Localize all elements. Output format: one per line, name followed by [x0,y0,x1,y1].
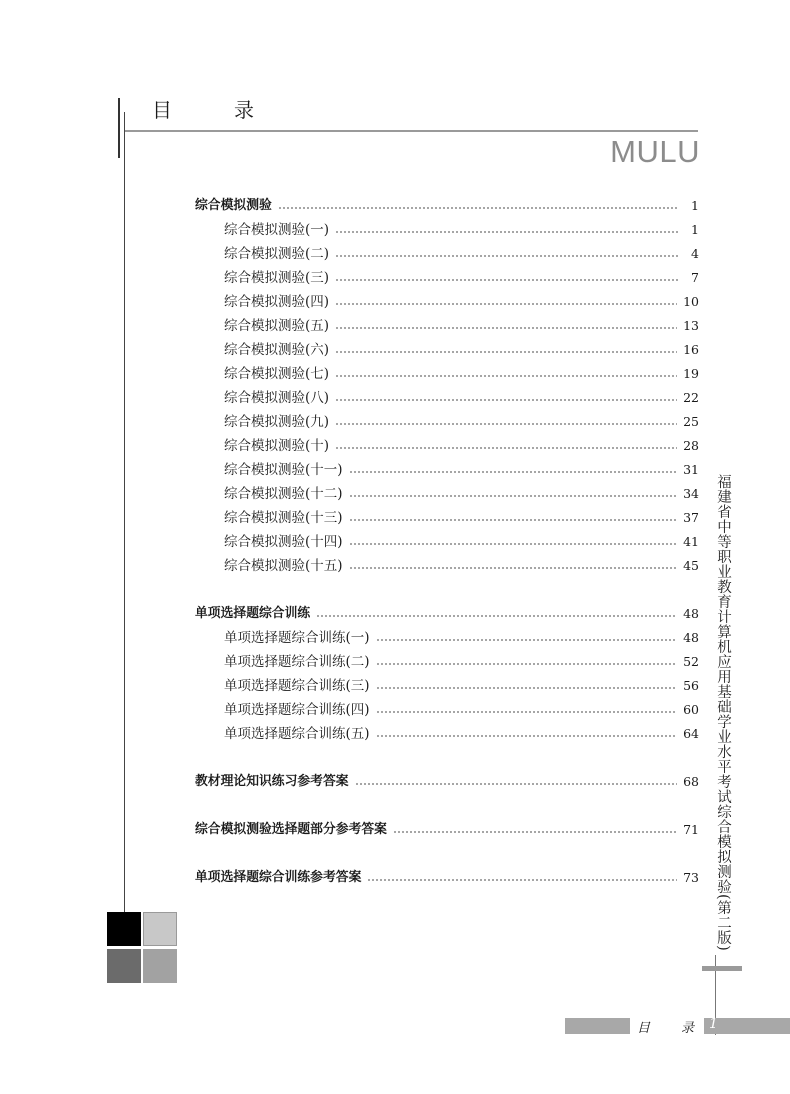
toc-entry-label: 综合模拟测验选择题部分参考答案 [195,822,387,837]
toc-entry-page: 73 [683,870,699,885]
side-title-underline [702,966,742,971]
toc-leader-dots [316,603,677,625]
toc-entry [224,483,699,505]
decor-square-gray [143,949,177,983]
toc-entry-label: 综合模拟测验(五) [224,318,330,334]
toc-entry [224,243,699,265]
toc-entry-label: 综合模拟测验(十五) [224,558,343,574]
toc-entry-page: 48 [683,630,699,645]
toc-leader-dots [335,411,677,433]
toc-leader-dots [349,483,678,505]
toc-leader-dots [278,195,679,217]
toc-leader-dots [335,387,677,409]
toc-entry-label: 单项选择题综合训练(二) [224,654,370,670]
footer-page-number: 1 [709,1016,718,1032]
toc-entry-label: 综合模拟测验(十三) [224,510,343,526]
decor-square-dark-gray [107,949,141,983]
toc-entry-page: 4 [691,246,699,261]
side-book-title: 福建省中等职业教育计算机应用基础学业水平考试综合模拟测验(第二版) [715,474,731,952]
toc-entry-page: 41 [683,534,699,549]
toc-entry [224,675,699,697]
toc-entry [224,699,699,721]
toc-leader-dots [335,339,677,361]
toc-entry-label: 单项选择题综合训练(四) [224,702,370,718]
toc-leader-dots [367,867,677,889]
toc-leader-dots [335,219,679,241]
toc-leader-dots [335,291,677,313]
toc-entry-label: 综合模拟测验(七) [224,366,330,382]
toc-entry [224,651,699,673]
toc-entry-label: 单项选择题综合训练(三) [224,678,370,694]
toc-entry [224,507,699,529]
toc-entry-label: 综合模拟测验(三) [224,270,330,286]
toc-leader-dots [376,627,678,649]
toc-leader-dots [335,363,677,385]
toc-entry [195,195,699,217]
toc-leader-dots [335,315,677,337]
toc-entry-page: 48 [683,606,699,621]
toc-entry-page: 1 [691,198,699,213]
toc-entry-label: 综合模拟测验(二) [224,246,330,262]
toc-leader-dots [349,507,678,529]
toc-entry [195,867,699,889]
toc-entry-page: 71 [683,822,699,837]
toc-entry [224,339,699,361]
toc-entry [224,531,699,553]
toc-entry-page: 60 [683,702,699,717]
decor-square-light [143,912,177,946]
toc-entry-label: 综合模拟测验(十一) [224,462,343,478]
page-title-char-2: 录 [234,98,254,122]
toc-entry-page: 10 [683,294,699,309]
toc-leader-dots [349,459,678,481]
toc-entry-label: 综合模拟测验(一) [224,222,330,238]
toc-entry [224,267,699,289]
toc-leader-dots [376,675,678,697]
toc-entry [224,411,699,433]
toc-entry [224,627,699,649]
toc-entry-label: 综合模拟测验(十二) [224,486,343,502]
toc-entry-label: 综合模拟测验(六) [224,342,330,358]
toc-entry [224,363,699,385]
toc-entry-page: 7 [691,270,699,285]
toc-entry [224,555,699,577]
toc-entry-label: 综合模拟测验(四) [224,294,330,310]
toc-entry-page: 52 [683,654,699,669]
toc-entry [224,315,699,337]
toc-entry-page: 64 [683,726,699,741]
toc-leader-dots [335,243,679,265]
toc-entry-page: 34 [683,486,699,501]
toc-entry-page: 45 [683,558,699,573]
toc-entry-label: 综合模拟测验(九) [224,414,330,430]
toc-entry-page: 68 [683,774,699,789]
toc-entry-page: 1 [691,222,699,237]
toc-entry-label: 综合模拟测验(十四) [224,534,343,550]
toc-leader-dots [376,651,678,673]
toc-entry-label: 综合模拟测验(十) [224,438,330,454]
toc-leader-dots [393,819,677,841]
toc-entry-page: 19 [683,366,699,381]
footer-label-1: 目 [637,1021,653,1036]
toc-entry [195,603,699,625]
toc-entry [224,219,699,241]
footer-label-2: 录 [681,1021,695,1036]
decor-square-black [107,912,141,946]
toc-entry-page: 13 [683,318,699,333]
toc-entry-label: 单项选择题综合训练(五) [224,726,370,742]
toc-entry [224,387,699,409]
toc-entry [224,459,699,481]
toc-entry [224,291,699,313]
toc-leader-dots [335,435,677,457]
toc-entry-page: 16 [683,342,699,357]
toc-entry-page: 37 [683,510,699,525]
page-subtitle: MULU [610,134,700,169]
toc-entry-label: 综合模拟测验(八) [224,390,330,406]
toc-leader-dots [335,267,679,289]
toc-entry-page: 31 [683,462,699,477]
toc-entry-page: 22 [683,390,699,405]
toc-leader-dots [349,531,678,553]
toc-entry [224,723,699,745]
toc-entry-label: 单项选择题综合训练参考答案 [195,870,362,885]
toc-entry-label: 综合模拟测验 [195,198,272,213]
toc-entry-page: 56 [683,678,699,693]
toc-leader-dots [376,723,678,745]
toc-entry-page: 28 [683,438,699,453]
toc-entry [195,771,699,793]
toc-entry-page: 25 [683,414,699,429]
toc-entry [224,435,699,457]
toc-leader-dots [349,555,678,577]
toc-entry-label: 教材理论知识练习参考答案 [195,774,349,789]
toc-leader-dots [376,699,678,721]
toc-leader-dots [355,771,678,793]
toc-entry-label: 单项选择题综合训练 [195,606,311,621]
toc-entry-label: 单项选择题综合训练(一) [224,630,370,646]
toc-entry [195,819,699,841]
page-title-char-1: 目 [152,98,174,122]
